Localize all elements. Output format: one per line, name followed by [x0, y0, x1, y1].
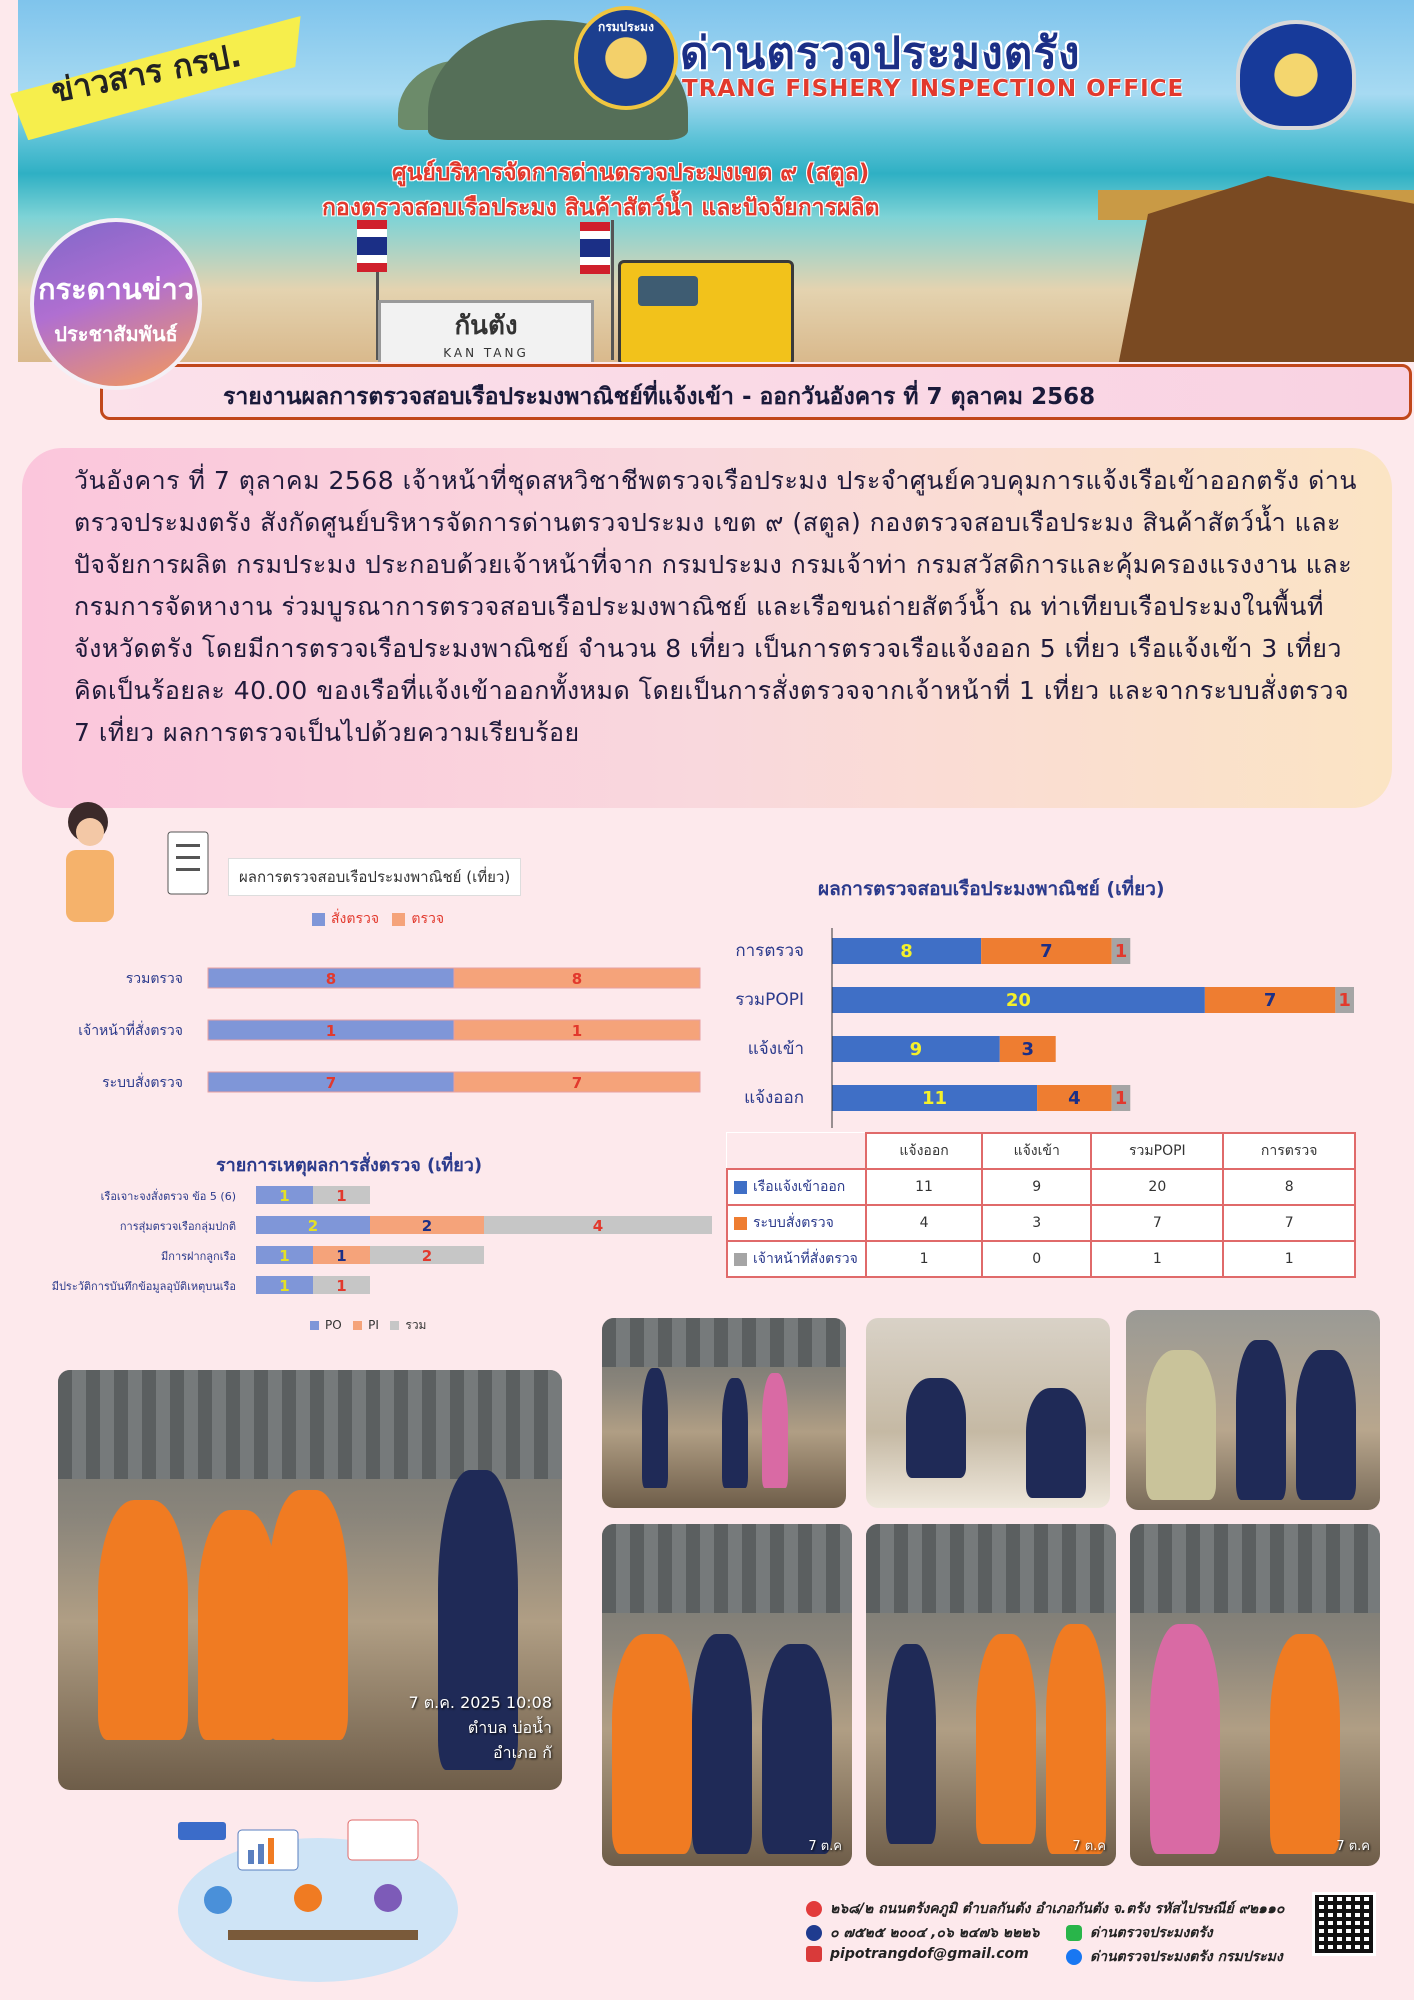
category-label: ระบบสั่งตรวจ	[102, 1075, 183, 1091]
inspection-photo	[866, 1524, 1116, 1866]
chart-board-bar	[268, 1838, 274, 1864]
station-sign-en: KAN TANG	[443, 346, 529, 360]
table-cell: 4	[866, 1205, 982, 1241]
data-label: 7	[571, 1074, 583, 1092]
category-label: รวมPOPI	[735, 990, 804, 1010]
legend-label-total: รวม	[405, 1318, 427, 1332]
chat-bubble-icon	[178, 1822, 226, 1840]
crew-member	[1270, 1634, 1340, 1854]
chart3-title: รายการเหตุผลการสั่งตรวจ (เที่ยว)	[216, 1155, 483, 1176]
table-row-label	[727, 1169, 866, 1205]
officer	[886, 1644, 936, 1844]
legend-label-order: สั่งตรวจ	[331, 911, 380, 927]
data-label: 8	[325, 970, 337, 988]
chart-board-bar	[248, 1850, 254, 1864]
crew-member	[612, 1634, 692, 1854]
table-header-row	[727, 1133, 1355, 1169]
table-cell: 1	[1223, 1241, 1355, 1277]
data-label: 1	[279, 1187, 290, 1205]
chart1-legend	[312, 908, 444, 930]
table-row	[727, 1169, 1355, 1205]
main-inspection-photo	[58, 1370, 562, 1790]
legend-swatch-pi	[353, 1321, 362, 1330]
division-subtitle: กองตรวจสอบเรือประมง สินค้าสัตว์น้ำ และปัจจัยการผลิต	[322, 195, 880, 221]
row-label-text: ระบบสั่งตรวจ	[753, 1215, 834, 1231]
pr-board-badge	[30, 218, 202, 390]
crew-member	[1146, 1350, 1216, 1500]
photo-roof	[602, 1318, 846, 1367]
officer	[1236, 1340, 1286, 1500]
flag-pole	[611, 220, 614, 360]
table-cell: 9	[982, 1169, 1091, 1205]
board-line-1: กระดานข่าว	[37, 272, 195, 306]
table-header-cell: การตรวจ	[1223, 1133, 1355, 1169]
row-swatch	[734, 1181, 747, 1194]
office-title-en: TRANG FISHERY INSPECTION OFFICE	[682, 76, 1185, 102]
email-text: pipotrangdof@gmail.com	[830, 1946, 1029, 1962]
chart1-title: ผลการตรวจสอบเรือประมงพาณิชย์ (เที่ยว)	[228, 858, 521, 896]
inspection-photo	[1126, 1310, 1380, 1510]
photo-roof	[866, 1524, 1116, 1613]
data-label: 9	[909, 1039, 923, 1060]
data-label: 1	[279, 1277, 290, 1295]
team-meeting-illustration	[168, 1810, 458, 1990]
report-title: รายงานผลการตรวจสอบเรือประมงพาณิชย์ที่แจ้งเข้า - ออกวันอังคาร ที่ 7 ตุลาคม 2568	[223, 384, 1096, 410]
data-label: 1	[336, 1187, 347, 1205]
inspection-photo	[866, 1318, 1110, 1508]
table-row-label	[727, 1205, 866, 1241]
category-label: การตรวจ	[735, 941, 804, 961]
team-member	[204, 1886, 232, 1914]
station-sign	[378, 300, 594, 362]
chart-board-bar	[258, 1844, 264, 1864]
fishery-inspection-badge-icon	[1236, 20, 1356, 130]
legend-swatch-po	[310, 1321, 319, 1330]
report-title-banner	[100, 364, 1412, 420]
location-pin-icon	[806, 1901, 822, 1917]
legend-label-po: PO	[325, 1318, 342, 1332]
data-label: 8	[571, 970, 583, 988]
data-label: 1	[336, 1247, 347, 1265]
crew-member	[98, 1500, 188, 1740]
data-label: 11	[922, 1088, 948, 1109]
clipboard-line	[176, 868, 200, 871]
officer	[762, 1644, 832, 1854]
legend-swatch-order	[312, 913, 325, 926]
photo-roof	[1130, 1524, 1380, 1613]
footer-email[interactable]	[806, 1946, 1029, 1962]
officer	[642, 1368, 668, 1488]
row-label-text: เรือแจ้งเข้าออก	[753, 1179, 846, 1195]
data-label: 1	[325, 1022, 337, 1040]
inspection-photo	[602, 1524, 852, 1866]
inspection-photo	[1130, 1524, 1380, 1866]
legend-label-pi: PI	[368, 1318, 379, 1332]
category-label: เรือเจาะจงสั่งตรวจ ข้อ 5 (6)	[100, 1190, 236, 1203]
table-cell: 7	[1091, 1205, 1223, 1241]
qr-code-icon[interactable]	[1312, 1892, 1376, 1956]
notes-board-icon	[348, 1820, 418, 1860]
category-label: มีประวัติการบันทึกข้อมูลอุบัติเหตุบนเรือ	[51, 1280, 236, 1293]
category-label: รวมตรวจ	[125, 971, 183, 987]
news-tag-label: ข่าวสาร กรป.	[48, 35, 245, 111]
office-title-th: ด่านตรวจประมงตรัง	[680, 28, 1081, 79]
table-cell: 7	[1223, 1205, 1355, 1241]
table-cell: 3	[982, 1205, 1091, 1241]
data-label: 2	[421, 1247, 433, 1265]
data-label: 7	[325, 1074, 337, 1092]
intro-text: วันอังคาร ที่ 7 ตุลาคม 2568 เจ้าหน้าที่ชุดสหวิชาชีพตรวจเรือประมง ประจำศูนย์ควบคุมการแจ้งเรือเข้าออกตรัง ด่านตรวจประมงตรัง สังกัดศูนย์บริหารจัดการด่านตรวจประมง เขต ๙ (สตูล) กองตรวจสอบเรือประมง สินค้าสัตว์น้ำ และปัจจัยการผลิต กรมประมง ประกอบด้วยเจ้าหน้าที่จาก กรมประมง กรมเจ้าท่า กรมสวัสดิการและคุ้มครองแรงงาน และกรมการจัดหางาน ร่วมบูรณาการตรวจสอบเรือประมงพาณิชย์ และเรือขนถ่ายสัตว์น้ำ ณ ท่าเทียบเรือประมงในพื้นที่จังหวัดตรัง โดยมีการตรวจเรือประมงพาณิชย์ จำนวน 8 เที่ยว เป็นการตรวจเรือแจ้งออก 5 เที่ยว เรือแจ้งเข้า 3 เที่ยว คิดเป็นร้อยละ 40.00 ของเรือที่แจ้งเข้าออกทั้งหมด โดยเป็นการสั่งตรวจจากเจ้าหน้าที่ 1 เที่ยว และจากระบบสั่งตรวจ 7 เที่ยว ผลการตรวจเป็นไปด้วยความเรียบร้อย	[74, 466, 1357, 747]
photo-timestamp-line3: อำเภอ กั	[493, 1743, 552, 1762]
table-cell: 8	[1223, 1169, 1355, 1205]
category-label: การสุ่มตรวจเรือกลุ่มปกติ	[119, 1220, 236, 1233]
presenter-illustration	[18, 792, 228, 932]
phone-text: ๐ ๗๕๒๕ ๒๐๐๔ ,๐๖ ๒๔๗๖ ๒๒๒๖	[830, 1925, 1040, 1941]
clipboard-line	[176, 856, 200, 859]
table-cell: 0	[982, 1241, 1091, 1277]
inspection-photo	[602, 1318, 846, 1508]
popi-data-table	[726, 1132, 1356, 1278]
data-label: 1	[1114, 941, 1128, 962]
table-row	[727, 1241, 1355, 1277]
table-corner	[727, 1133, 866, 1169]
chart1-svg	[40, 950, 720, 1100]
table-cell: 1	[1091, 1241, 1223, 1277]
footer-line[interactable]	[1066, 1922, 1213, 1944]
station-sign-th: กันตัง	[454, 311, 518, 341]
thai-flag-icon	[357, 220, 387, 272]
table-row-label	[727, 1241, 866, 1277]
train-window	[638, 276, 698, 306]
table-row	[727, 1205, 1355, 1241]
data-label: 1	[336, 1277, 347, 1295]
presenter-body	[66, 850, 114, 922]
data-label: 7	[1263, 990, 1277, 1011]
table-header-cell: แจ้งเข้า	[982, 1133, 1091, 1169]
officer	[906, 1378, 966, 1478]
officer	[1296, 1350, 1356, 1500]
crew-member	[1046, 1624, 1106, 1854]
officer	[1026, 1388, 1086, 1498]
thai-flag-icon	[580, 222, 610, 274]
category-label: แจ้งเข้า	[747, 1039, 804, 1059]
photo-timestamp: 7 ต.ค	[1072, 1839, 1106, 1854]
category-label: เจ้าหน้าที่สั่งตรวจ	[78, 1023, 183, 1039]
facebook-text: ด่านตรวจประมงตรัง กรมประมง	[1090, 1949, 1283, 1965]
data-label: 1	[1114, 1088, 1128, 1109]
photo-roof	[602, 1524, 852, 1613]
photo-timestamp: 7 ต.ค	[808, 1839, 842, 1854]
row-label-text: เจ้าหน้าที่สั่งตรวจ	[753, 1251, 858, 1267]
table-cell: 20	[1091, 1169, 1223, 1205]
data-label: 1	[571, 1022, 583, 1040]
data-label: 3	[1021, 1039, 1035, 1060]
data-label: 1	[1338, 990, 1351, 1011]
email-icon	[806, 1946, 822, 1962]
footer-address	[806, 1898, 1284, 1920]
chart3-svg	[20, 1178, 720, 1308]
team-member	[294, 1884, 322, 1912]
phone-icon	[806, 1925, 822, 1941]
table-cell: 1	[866, 1241, 982, 1277]
clipboard-line	[176, 844, 200, 847]
center-subtitle: ศูนย์บริหารจัดการด่านตรวจประมงเขต ๙ (สตูล)	[392, 160, 870, 186]
data-label: 2	[307, 1217, 319, 1235]
officer	[762, 1373, 788, 1488]
meeting-table	[228, 1930, 418, 1940]
row-swatch	[734, 1217, 747, 1230]
clipboard-icon	[168, 832, 208, 894]
footer-facebook[interactable]	[1066, 1946, 1283, 1968]
data-label: 4	[592, 1217, 604, 1235]
category-label: แจ้งออก	[744, 1088, 804, 1108]
intro-box	[22, 448, 1392, 808]
address-text: ๒๖๘/๒ ถนนตรังคภูมิ ตำบลกันตัง อำเภอกันตัง จ.ตรัง รหัสไปรษณีย์ ๙๒๑๑๐	[830, 1901, 1285, 1917]
presenter-face	[76, 818, 104, 846]
facebook-icon	[1066, 1949, 1082, 1965]
line-text: ด่านตรวจประมงตรัง	[1090, 1925, 1213, 1941]
officer	[1150, 1624, 1220, 1854]
chart2-svg	[700, 920, 1380, 1130]
row-swatch	[734, 1253, 747, 1266]
legend-swatch-inspect	[392, 913, 405, 926]
table-header-cell: รวมPOPI	[1091, 1133, 1223, 1169]
chart3-legend	[310, 1316, 426, 1335]
officer	[722, 1378, 748, 1488]
crew-member	[268, 1490, 348, 1740]
photo-timestamp: 7 ต.ค	[1336, 1839, 1370, 1854]
photo-timestamp	[408, 1691, 552, 1766]
board-line-2: ประชาสัมพันธ์	[54, 322, 178, 346]
legend-label-inspect: ตรวจ	[411, 911, 445, 927]
data-label: 20	[1005, 990, 1031, 1011]
officer	[692, 1634, 752, 1854]
footer-phone	[806, 1922, 1039, 1944]
crew-member	[198, 1510, 278, 1740]
line-app-icon	[1066, 1925, 1082, 1941]
crew-member	[976, 1634, 1036, 1844]
department-seal-label: กรมประมง	[598, 20, 654, 34]
chart2-title: ผลการตรวจสอบเรือประมงพาณิชย์ (เที่ยว)	[818, 878, 1165, 900]
data-label: 2	[421, 1217, 433, 1235]
department-seal-icon	[574, 6, 678, 110]
table-cell: 11	[866, 1169, 982, 1205]
data-label: 1	[279, 1247, 290, 1265]
team-member	[374, 1884, 402, 1912]
photo-timestamp-line1: 7 ต.ค. 2025 10:08	[408, 1693, 552, 1712]
photo-roof	[58, 1370, 562, 1479]
data-label: 8	[900, 941, 913, 962]
legend-swatch-total	[390, 1321, 399, 1330]
data-label: 7	[1040, 941, 1053, 962]
table-header-cell: แจ้งออก	[866, 1133, 982, 1169]
data-label: 4	[1068, 1088, 1081, 1109]
category-label: มีการฝากลูกเรือ	[161, 1250, 236, 1263]
photo-timestamp-line2: ตำบล บ่อน้ำ	[467, 1718, 552, 1737]
